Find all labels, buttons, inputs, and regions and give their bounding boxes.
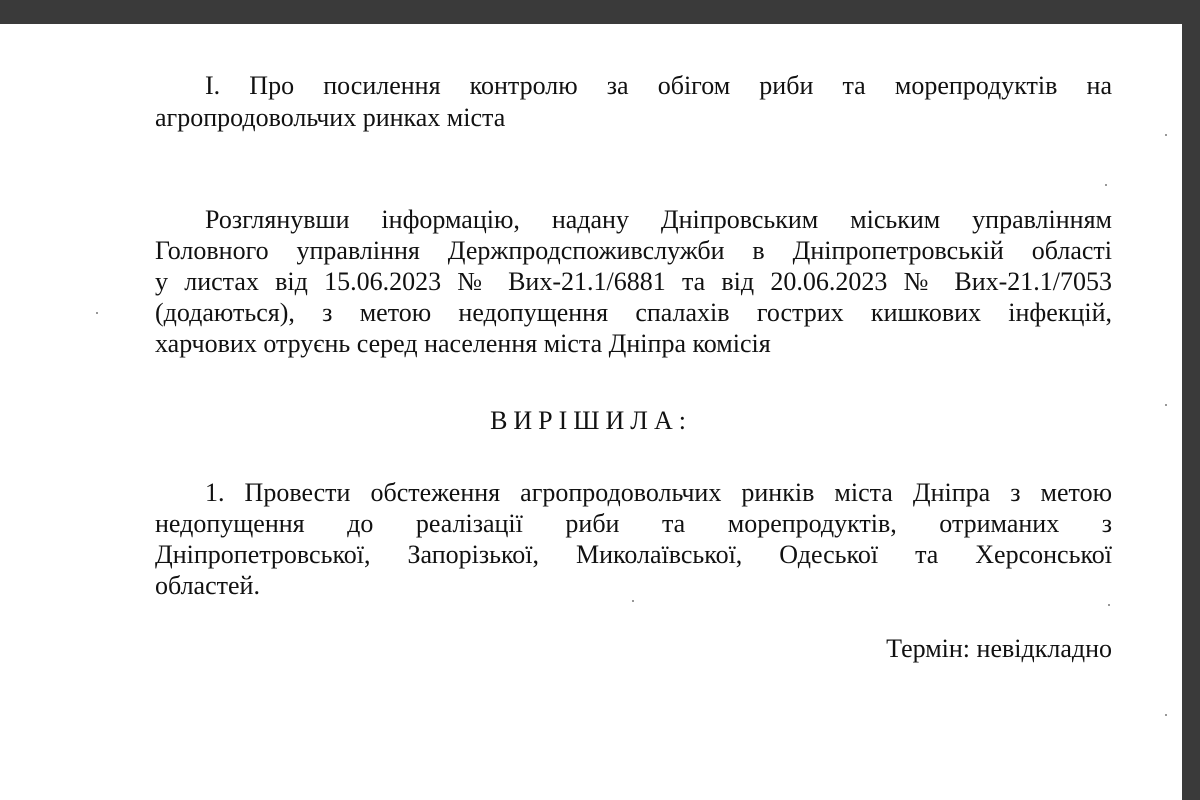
scan-speck bbox=[1105, 184, 1107, 186]
preamble-line-5: харчових отруєнь серед населення міста Дніпра комісія bbox=[155, 329, 771, 358]
section-title-line-2: агропродовольчих ринках міста bbox=[155, 103, 506, 132]
preamble-line-2: Головного управління Держпродспоживслужби в Дніпропетровській області bbox=[155, 236, 1112, 265]
item-1-line-4: областей. bbox=[155, 571, 260, 600]
document-page bbox=[0, 24, 1182, 800]
decision-heading: ВИРІШИЛА: bbox=[490, 406, 692, 435]
preamble-line-4: (додаються), з метою недопущення спалахів гострих кишкових інфекцій, bbox=[155, 298, 1112, 327]
item-1-line-2: недопущення до реалізації риби та морепродуктів, отриманих з bbox=[155, 509, 1112, 538]
deadline-text: Термін: невідкладно bbox=[886, 634, 1112, 663]
scan-speck bbox=[1108, 604, 1110, 606]
scan-speck bbox=[1165, 714, 1167, 716]
preamble-line-3: у листах від 15.06.2023 № Вих-21.1/6881 та від 20.06.2023 № Вих-21.1/7053 bbox=[155, 267, 1112, 296]
item-1-line-1: 1. Провести обстеження агропродовольчих ринків міста Дніпра з метою bbox=[205, 478, 1112, 507]
scan-speck bbox=[1165, 134, 1167, 136]
preamble-line-1: Розглянувши інформацію, надану Дніпровським міським управлінням bbox=[205, 205, 1112, 234]
scan-speck bbox=[96, 312, 98, 314]
item-1-line-3: Дніпропетровської, Запорізької, Миколаївської, Одеської та Херсонської bbox=[155, 540, 1112, 569]
section-title-line-1: I. Про посилення контролю за обігом риби та морепродуктів на bbox=[205, 71, 1112, 100]
